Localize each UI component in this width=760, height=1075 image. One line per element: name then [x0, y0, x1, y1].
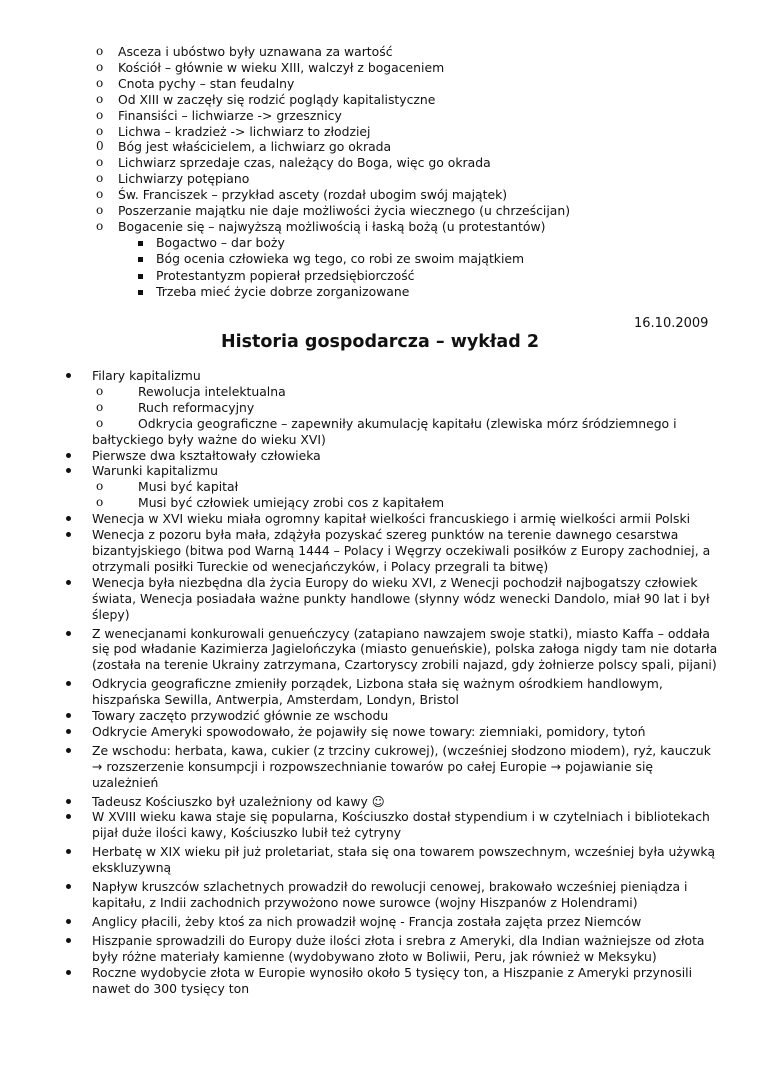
list-item: [94, 203, 734, 219]
list-item-text: Pierwsze dwa kształtowały człowieka: [92, 447, 321, 463]
list-item: [60, 743, 720, 791]
sub-list-marker: o: [96, 399, 104, 414]
square-bullet-icon: [138, 290, 143, 295]
list-item: [94, 171, 734, 187]
list-item-text: Anglicy płacili, żeby ktoś za nich prowadził wojnę - Francja została zajęta przez Niemców: [92, 913, 642, 929]
list-item-text: Bóg jest właścicielem, a lichwiarz go okrada: [118, 139, 392, 155]
bullet-icon: [66, 580, 71, 585]
sub-list: [92, 479, 720, 511]
bullet-icon: [66, 453, 71, 458]
list-item-text: Odkrycia geograficzne – zapewniły akumulację kapitału (zlewiska mórz śródziemnego i bałtyckiego były ważne do wieku XVI): [92, 415, 677, 447]
list-item-text: Wenecja w XVI wieku miała ogromny kapitał wielkości francuskiego i armię wielkości armii Polski: [92, 511, 691, 527]
list-item-text: Towary zaczęto przywodzić głównie ze wschodu: [92, 708, 389, 724]
list-item-text: Warunki kapitalizmu: [92, 463, 219, 479]
bullet-icon: [66, 713, 71, 718]
sub-list-item: [92, 479, 720, 495]
list-item-text: Bogacenie się – najwyższą możliwością i łaską bożą (u protestantów): [118, 218, 546, 234]
sub-list-item: [92, 495, 720, 511]
list-item: [60, 368, 720, 448]
square-bullet-icon: [138, 274, 143, 279]
lecture-date: 16.10.2009: [634, 316, 709, 331]
list-item: [94, 187, 734, 203]
list-item: [134, 284, 734, 300]
list-item: [94, 60, 734, 76]
list-item-text: Lichwiarz sprzedaje czas, należący do Boga, więc go okrada: [118, 155, 491, 171]
list-item: [94, 139, 734, 155]
list-item: [94, 155, 734, 171]
bullet-icon: [66, 516, 71, 521]
list-item: [60, 463, 720, 511]
page-title: Historia gospodarcza – wykład 2: [220, 332, 540, 352]
list-item-text: Kościół – głównie w wieku XIII, walczył z bogaceniem: [118, 59, 445, 75]
list-item: [60, 511, 720, 527]
square-bullet-icon: [138, 241, 143, 246]
bullet-icon: [66, 373, 71, 378]
list-item: [60, 448, 720, 464]
list-item: [60, 724, 720, 740]
list-item-text: Odkrycia geograficzne zmieniły porządek, Lizbona stała się ważnym ośrodkiem handlowym, hiszpańska Sewilla, Antwerpia, Amsterdam, Londyn, Bristol: [92, 676, 663, 708]
list-item-text: Odkrycie Ameryki spowodowało, że pojawiły się nowe towary: ziemniaki, pomidory, tytoń: [92, 723, 646, 739]
sub-list-item: [64, 416, 720, 448]
list-item-text: Ze wschodu: herbata, kawa, cukier (z trzciny cukrowej), (wcześniej słodzono miodem), ryż, kauczuk → rozszerzenie konsumpcji i rozpowszechnianie towarów po całej Europie → pojawianie się uzależnień: [92, 742, 711, 790]
list-item: [94, 124, 734, 140]
list-item-text: Poszerzanie majątku nie daje możliwości życia wiecznego (u chrześcijan): [118, 203, 571, 219]
list-item: [134, 235, 734, 251]
list-item: [60, 626, 720, 674]
list-marker: o: [96, 75, 104, 90]
sub-list-marker: o: [96, 383, 104, 398]
bullet-icon: [66, 799, 71, 804]
list-item-text: Hiszpanie sprowadzili do Europy duże ilości złota i srebra z Ameryki, dla Indian ważniejsze od złota były różne materiały kamienne (wydobywano złoto w Boliwii, Peru, jak również w Meksyku): [92, 932, 705, 964]
list-item: [60, 933, 720, 965]
list-item: [60, 879, 720, 911]
list-item-text: Musi być człowiek umiejący zrobi cos z kapitałem: [138, 495, 445, 511]
list-item: [94, 108, 734, 124]
list-marker: o: [96, 107, 104, 122]
list-item-text: Herbatę w XIX wieku pił już proletariat, stała się ona towarem powszechnym, wcześniej była używką ekskluzywną: [92, 844, 716, 876]
list-item: [60, 575, 720, 623]
list-item-text: Lichwa – kradzież -> lichwiarz to złodziej: [118, 123, 371, 139]
list-marker: o: [96, 44, 104, 58]
list-marker: o: [96, 123, 104, 138]
list-item: [60, 844, 720, 876]
list-marker: o: [96, 203, 104, 218]
list-item-text: Wenecja z pozoru była mała, zdążyła pozyskać szereg punktów na terenie dawnego cesarstwa bizantyjskiego (bitwa pod Warną 1444 – Polacy i Węgrzy oczekiwali posiłków z Europy zachodniej, a otrzymali posiłki Tureckie od wenecjańczyków, i Polacy przegrali ta bitwę): [92, 527, 711, 574]
list-item-text: Tadeusz Kościuszko był uzależniony od kawy ☺: [92, 793, 385, 809]
square-bullet-icon: [138, 257, 143, 262]
sub-list-marker: o: [96, 415, 104, 430]
bullet-icon: [66, 631, 71, 636]
list-item-text: Od XIII w zaczęły się rodzić poglądy kapitalistyczne: [118, 91, 436, 107]
list-item-text: Z wenecjanami konkurowali genueńczycy (zatapiano nawzajem swoje statki), miasto Kaffa – oddała się pod władanie Kazimierza Jagielończyka (miasto genueńskie), polska załoga nigdy tam nie dotarła (została na terenie Ukrainy zatrzymana, Czartoryscy zrobili najazd, gdy żołnierze polscy spali, pijani): [92, 625, 718, 673]
list-item-text: Bogactwo – dar boży: [156, 234, 285, 250]
list-item-text: Rewolucja intelektualna: [138, 383, 286, 399]
list-item-text: Bóg ocenia człowieka wg tego, co robi ze swoim majątkiem: [156, 251, 525, 267]
list-marker: o: [96, 187, 104, 202]
bullet-icon: [66, 884, 71, 889]
list-item-text: Ruch reformacyjny: [138, 399, 255, 415]
list-marker: o: [96, 171, 104, 186]
list-marker: o: [96, 91, 104, 106]
list-marker: 0: [96, 139, 104, 154]
bullet-icon: [66, 748, 71, 753]
list-item-text: W XVIII wieku kawa staje się popularna, Kościuszko dostał stypendium i w czytelniach i bibliotekach pijał duże ilości kawy, Kościuszko lubił też cytryny: [92, 809, 710, 841]
sub-list-item: [92, 384, 720, 400]
list-item-text: Lichwiarzy potępiano: [118, 171, 250, 187]
list-item-text: Wenecja była niezbędna dla życia Europy do wieku XVI, z Wenecji pochodził najbogatszy człowiek świata, Wenecja posiadała ważne punkty handlowe (słynny wódz wenecki Dandolo, miał 90 lat i był ślepy): [92, 574, 710, 622]
bullet-icon: [66, 729, 71, 734]
list-item-text: Protestantyzm popierał przedsiębiorczość: [156, 267, 415, 283]
bullet-icon: [66, 938, 71, 943]
sub-list: [92, 384, 720, 448]
list-item-text: Filary kapitalizmu: [92, 368, 201, 383]
list-item: [60, 708, 720, 724]
list-item: [60, 676, 720, 708]
list-item-text: Musi być kapitał: [138, 479, 239, 495]
list-item-text: Św. Franciszek – przykład ascety (rozdał ubogim swój majątek): [118, 187, 508, 203]
list-marker: o: [96, 155, 104, 170]
sub-list-marker: o: [96, 479, 104, 494]
list-item: [60, 914, 720, 930]
list-item: [94, 76, 734, 92]
list-item-text: Trzeba mieć życie dobrze zorganizowane: [156, 284, 410, 300]
list-item: [60, 794, 720, 810]
list-item-text: Napływ kruszców szlachetnych prowadził do rewolucji cenowej, brakowało wcześniej pieniądza i kapitału, z Indii zachodnich przywożono nowe surowce (wojny Hiszpanów z Holendrami): [92, 879, 688, 910]
square-bullet-list: [118, 235, 734, 301]
list-item: [94, 219, 734, 301]
bullet-icon: [66, 681, 71, 686]
list-marker: o: [96, 218, 104, 233]
bullet-icon: [66, 814, 71, 819]
top-outline-list: [94, 44, 734, 301]
list-item-text: Roczne wydobycie złota w Europie wynosiło około 5 tysięcy ton, a Hiszpanie z Ameryki przynosili nawet do 300 tysięcy ton: [92, 964, 693, 996]
list-item: [60, 809, 720, 841]
bullet-icon: [66, 970, 71, 975]
list-item: [94, 44, 734, 60]
bullet-icon: [66, 919, 71, 924]
list-item: [60, 527, 720, 575]
list-item-text: Finansiści – lichwiarze -> grzesznicy: [118, 107, 342, 123]
bullet-icon: [66, 468, 71, 473]
bullet-icon: [66, 532, 71, 537]
sub-list-item: [92, 400, 720, 416]
bullet-icon: [66, 849, 71, 854]
list-item: [60, 965, 720, 997]
list-item-text: Cnota pychy – stan feudalny: [118, 75, 295, 91]
list-item: [94, 92, 734, 108]
list-item: [134, 251, 734, 267]
sub-list-marker: o: [96, 495, 104, 510]
list-item: [134, 268, 734, 284]
list-marker: o: [96, 59, 104, 74]
main-bullet-list: [60, 368, 720, 996]
list-item-text: Asceza i ubóstwo były uznawana za wartość: [118, 44, 393, 59]
